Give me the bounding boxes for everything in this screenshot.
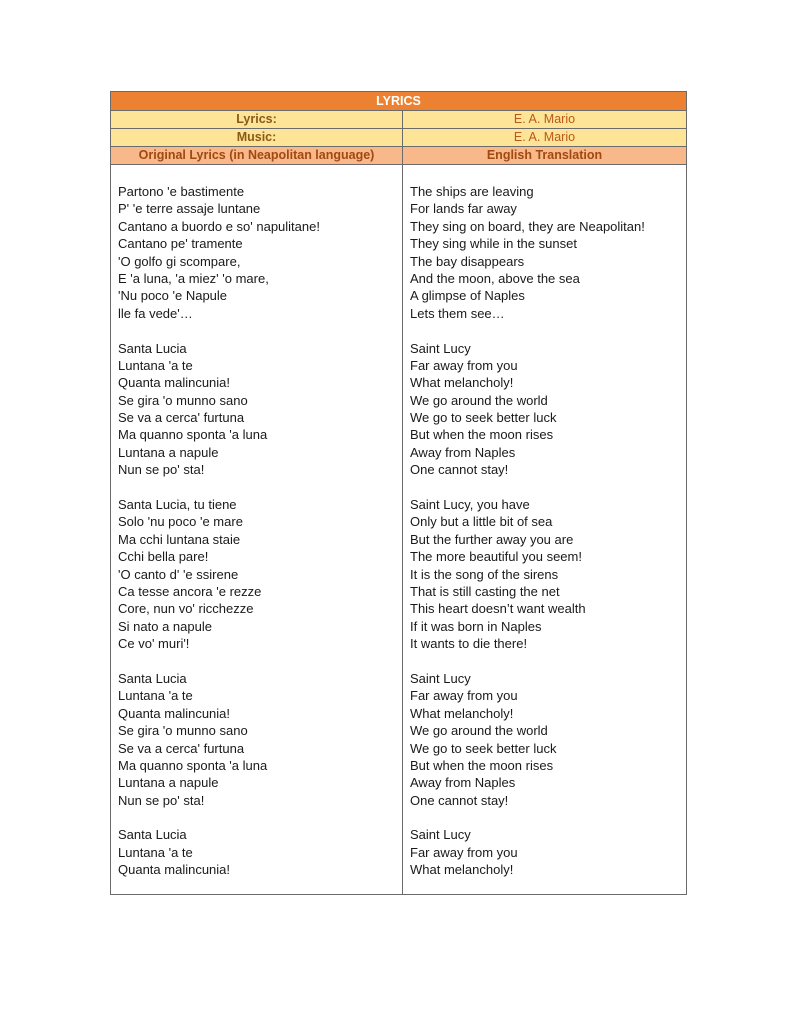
translation-lyric-line: And the moon, above the sea — [410, 270, 580, 286]
translation-lyric-line: If it was born in Naples — [410, 618, 542, 634]
translation-lyric-line: Far away from you — [410, 844, 518, 860]
meta-label: Lyrics: — [111, 111, 403, 128]
column-header-original: Original Lyrics (in Neapolitan language) — [111, 147, 403, 164]
translation-lyric-line: We go to seek better luck — [410, 410, 557, 426]
original-stanza — [118, 826, 402, 878]
original-stanza — [118, 183, 402, 322]
meta-value: E. A. Mario — [513, 112, 576, 126]
translation-stanza — [410, 183, 686, 322]
original-lyric-line: Luntana 'a te — [118, 357, 193, 373]
original-lyric-line: Cantano a buordo e so' napulitane! — [118, 218, 320, 234]
original-lyric-line: Ma quanno sponta 'a luna — [118, 427, 268, 443]
original-lyric-line: Se gira 'o munno sano — [118, 723, 248, 739]
original-lyric-line: Ce vo' muri'! — [118, 636, 190, 652]
original-lyric-line: E 'a luna, 'a miez' 'o mare, — [118, 270, 269, 286]
original-stanza — [118, 496, 402, 653]
translation-lyric-line: We go around the world — [410, 392, 548, 408]
translation-lyric-line: It is the song of the sirens — [410, 566, 559, 582]
original-lyric-line: Luntana a napule — [118, 444, 219, 460]
translation-lyric-line: What melancholy! — [410, 705, 514, 721]
translation-lyric-line: A glimpse of Naples — [410, 288, 525, 304]
lyrics-body — [111, 165, 686, 894]
meta-value: E. A. Mario — [513, 130, 576, 144]
translation-lyric-line: Away from Naples — [410, 775, 516, 791]
meta-row-lyrics — [111, 111, 686, 129]
original-lyric-line: Santa Lucia — [118, 670, 187, 686]
column-header-translation: English Translation — [486, 148, 603, 162]
translation-lyric-line: Far away from you — [410, 688, 518, 704]
translation-lyric-line: Only but a little bit of sea — [410, 514, 553, 530]
translation-lyric-line: One cannot stay! — [410, 792, 509, 808]
translation-lyric-line: Saint Lucy — [410, 340, 471, 356]
translation-lyrics-column — [403, 165, 686, 894]
translation-lyric-line: That is still casting the net — [410, 583, 560, 599]
translation-lyric-line: For lands far away — [410, 201, 517, 217]
original-lyric-line: lle fa vede'… — [118, 305, 193, 321]
original-stanza — [118, 670, 402, 809]
original-lyric-line: Luntana a napule — [118, 775, 219, 791]
translation-lyric-line: The more beautiful you seem! — [410, 549, 582, 565]
original-lyric-line: Luntana 'a te — [118, 844, 193, 860]
column-header-row — [111, 147, 686, 165]
original-lyric-line: Se gira 'o munno sano — [118, 392, 248, 408]
original-lyric-line: Si nato a napule — [118, 618, 212, 634]
original-lyric-line: 'Nu poco 'e Napule — [118, 288, 228, 304]
translation-lyric-line: It wants to die there! — [410, 636, 528, 652]
translation-lyric-line: But the further away you are — [410, 531, 574, 547]
translation-lyric-line: We go to seek better luck — [410, 740, 557, 756]
original-lyric-line: Santa Lucia, tu tiene — [118, 497, 237, 513]
original-lyric-line: Ma quanno sponta 'a luna — [118, 757, 268, 773]
translation-lyric-line: But when the moon rises — [410, 757, 554, 773]
translation-lyric-line: But when the moon rises — [410, 427, 554, 443]
translation-lyric-line: Away from Naples — [410, 444, 516, 460]
original-lyric-line: Santa Lucia — [118, 827, 187, 843]
translation-lyric-line: The ships are leaving — [410, 184, 534, 199]
translation-stanza — [410, 340, 686, 479]
original-lyric-line: Quanta malincunia! — [118, 862, 231, 878]
lyrics-table — [110, 91, 687, 895]
original-lyric-line: Core, nun vo' ricchezze — [118, 601, 254, 617]
original-lyric-line: Nun se po' sta! — [118, 462, 205, 478]
translation-lyric-line: Lets them see… — [410, 305, 505, 321]
translation-lyric-line: What melancholy! — [410, 375, 514, 391]
original-lyric-line: Quanta malincunia! — [118, 375, 231, 391]
translation-lyric-line: Saint Lucy, you have — [410, 497, 530, 513]
original-lyric-line: Se va a cerca' furtuna — [118, 740, 245, 756]
original-lyric-line: 'O canto d' 'e ssirene — [118, 566, 239, 582]
original-lyric-line: P' 'e terre assaje luntane — [118, 201, 261, 217]
original-lyrics-column — [111, 165, 403, 894]
original-stanza — [118, 340, 402, 479]
translation-stanza — [410, 826, 686, 878]
translation-lyric-line: They sing while in the sunset — [410, 236, 577, 252]
meta-label: Music: — [111, 129, 403, 146]
translation-lyric-line: Far away from you — [410, 357, 518, 373]
translation-lyric-line: This heart doesn’t want wealth — [410, 601, 586, 617]
translation-lyric-line: Saint Lucy — [410, 827, 471, 843]
original-lyric-line: Quanta malincunia! — [118, 705, 231, 721]
original-lyric-line: Cchi bella pare! — [118, 549, 209, 565]
original-lyric-line: Se va a cerca' furtuna — [118, 410, 245, 426]
meta-row-music — [111, 129, 686, 147]
original-lyric-line: Solo 'nu poco 'e mare — [118, 514, 243, 530]
translation-lyric-line: What melancholy! — [410, 862, 514, 878]
original-lyric-line: Luntana 'a te — [118, 688, 193, 704]
original-lyric-line: Partono 'e bastimente — [118, 184, 245, 199]
translation-stanza — [410, 496, 686, 653]
original-lyric-line: Ca tesse ancora 'e rezze — [118, 583, 262, 599]
translation-stanza — [410, 670, 686, 809]
translation-lyric-line: They sing on board, they are Neapolitan! — [410, 218, 645, 234]
table-title: LYRICS — [111, 92, 686, 111]
original-lyric-line: Santa Lucia — [118, 340, 187, 356]
original-lyric-line: Nun se po' sta! — [118, 792, 205, 808]
translation-lyric-line: Saint Lucy — [410, 670, 471, 686]
translation-lyric-line: One cannot stay! — [410, 462, 509, 478]
translation-lyric-line: The bay disappears — [410, 253, 525, 269]
original-lyric-line: 'O golfo gi scompare, — [118, 253, 241, 269]
original-lyric-line: Cantano pe' tramente — [118, 236, 243, 252]
translation-lyric-line: We go around the world — [410, 723, 548, 739]
original-lyric-line: Ma cchi luntana staie — [118, 531, 241, 547]
